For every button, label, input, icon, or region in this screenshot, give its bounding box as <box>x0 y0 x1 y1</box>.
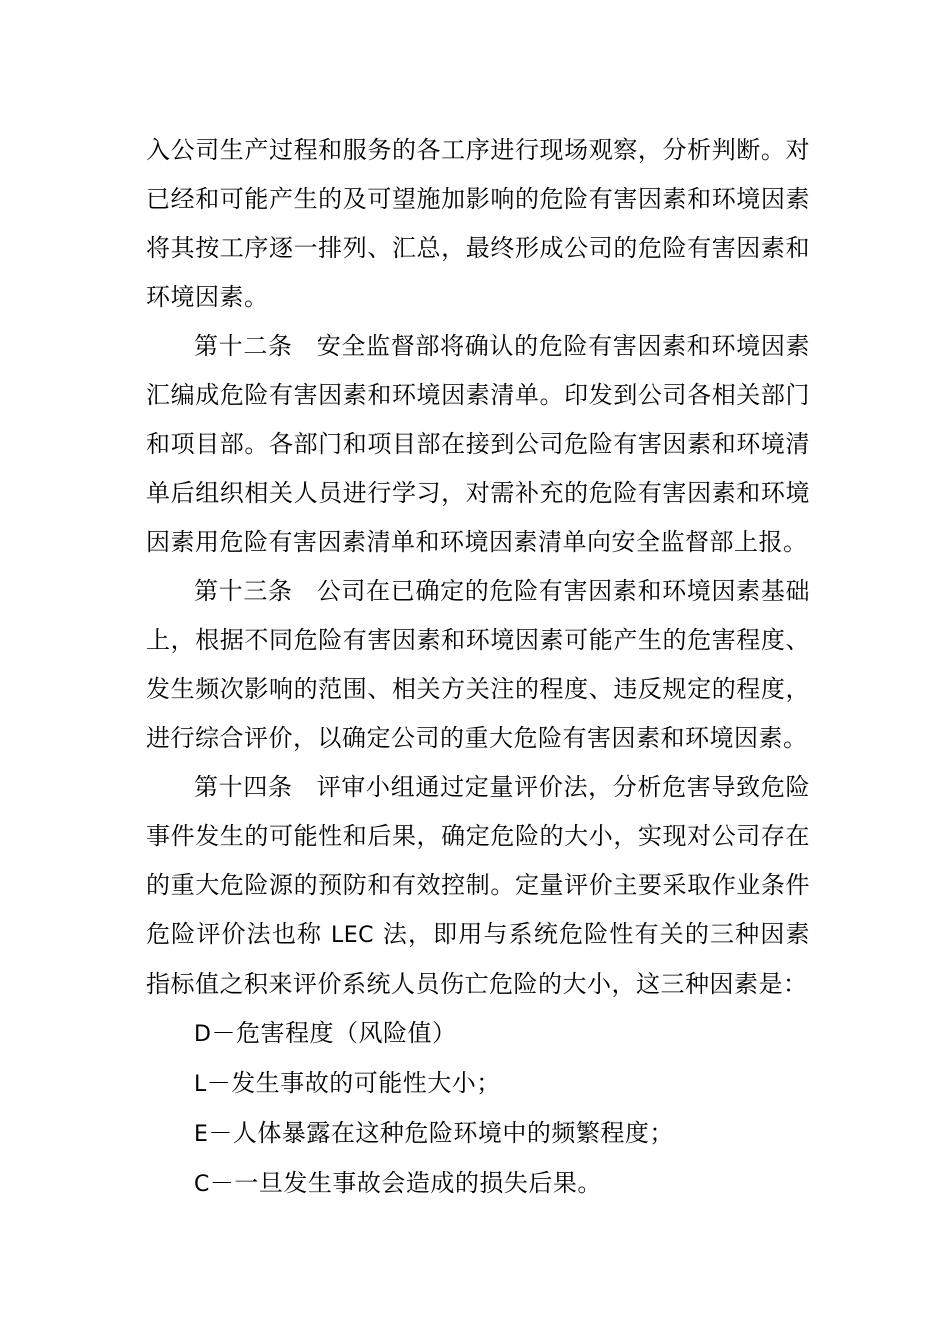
factor-dash: － <box>211 1019 236 1047</box>
factor-item-e <box>146 1109 810 1159</box>
article-13 <box>146 567 810 763</box>
factor-letter-d: D <box>194 1022 212 1047</box>
factor-item-l <box>146 1059 810 1109</box>
factor-letter-l: L <box>194 1072 207 1097</box>
factor-text-d: 危害程度（风险值） <box>235 1019 457 1047</box>
article-12-text: 安全监督部将确认的危险有害因素和环境因素汇编成危险有害因素和环境因素清单。印发到公司各相关部门和项目部。各部门和项目部在接到公司危险有害因素和环境清单后组织相关人员进行学习，对需补充的危险有害因素和环境因素用危险有害因素清单和环境因素清单向安全监督部上报。 <box>146 332 811 556</box>
factor-letter-c: C <box>194 1172 210 1197</box>
lec-term: LEC <box>330 923 375 948</box>
factor-dash: － <box>208 1119 233 1147</box>
factor-text-e: 人体暴露在这种危险环境中的频繁程度； <box>232 1119 674 1147</box>
article-13-heading: 第十三条 <box>194 577 293 605</box>
article-14-heading: 第十四条 <box>194 773 293 801</box>
article-14-text-before: 评审小组通过定量评价法，分析危害导致危险事件发生的可能性和后果，确定危险的大小，实现对公司存在的重大危险源的预防和有效控制。定量评价主要采取作业条件危险评价法也称 <box>146 773 811 948</box>
factor-text-c: 一旦发生事故会造成的损失后果。 <box>234 1169 602 1197</box>
document-body <box>146 126 810 1209</box>
intro-paragraph: 入公司生产过程和服务的各工序进行现场观察，分析判断。对已经和可能产生的及可望施加影响的危险有害因素和环境因素将其按工序逐一排列、汇总，最终形成公司的危险有害因素和环境因素。 <box>146 136 810 311</box>
article-14-text-after: 法，即用与系统危险性有关的三种因素指标值之积来评价系统人员伤亡危险的大小，这三种因素是： <box>146 920 810 998</box>
factor-item-c <box>146 1159 810 1209</box>
article-14 <box>146 763 810 1009</box>
article-12 <box>146 322 810 567</box>
factor-text-l: 发生事故的可能性大小； <box>231 1069 501 1097</box>
factor-dash: － <box>209 1169 235 1197</box>
article-13-text: 公司在已确定的危险有害因素和环境因素基础上，根据不同危险有害因素和环境因素可能产生的危害程度、发生频次影响的范围、相关方关注的程度、违反规定的程度，进行综合评价，以确定公司的重大危险有害因素和环境因素。 <box>146 577 811 752</box>
article-12-heading: 第十二条 <box>194 332 293 360</box>
factor-item-d <box>146 1009 810 1059</box>
factor-dash: － <box>206 1069 232 1097</box>
factor-letter-e: E <box>194 1122 209 1147</box>
